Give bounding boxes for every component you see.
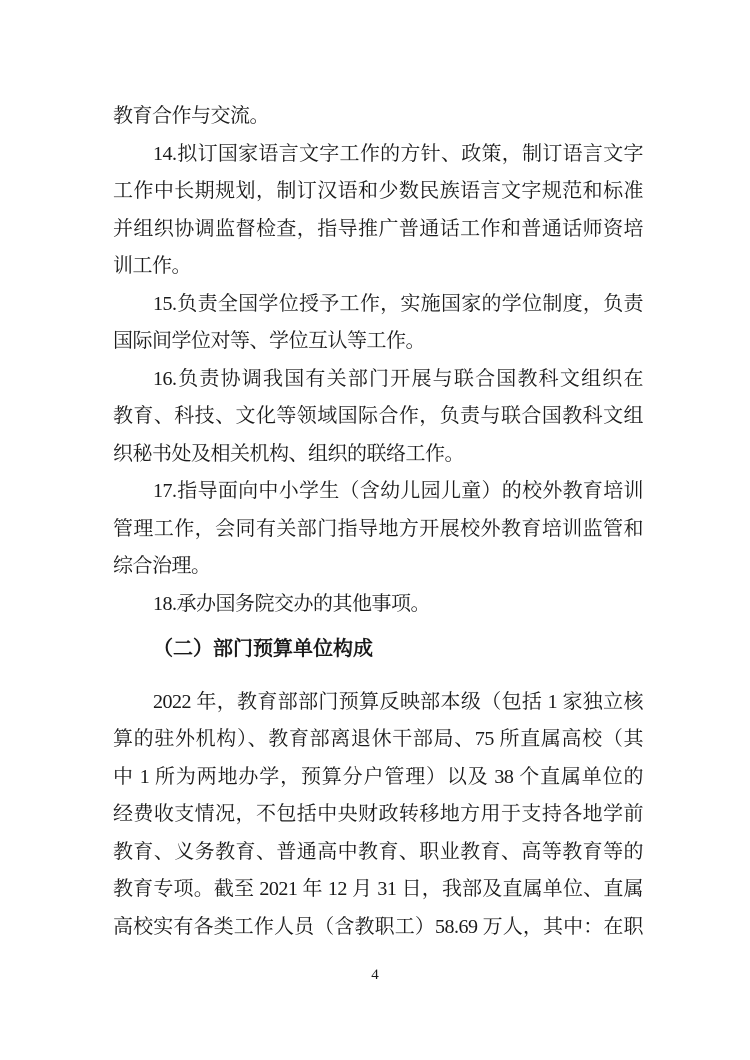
text-line: 教育、义务教育、普通高中教育、职业教育、高等教育等的 [113, 840, 643, 863]
text-line: 综合治理。 [113, 555, 211, 577]
paragraph [113, 286, 643, 361]
text-line: 教育专项。截至 2021 年 12 月 31 日，我部及直属单位、直属 [113, 878, 643, 900]
text-line: 16.负责协调我国有关部门开展与联合国教科文组织在 [153, 367, 643, 390]
text-line: 并组织协调监督检查，指导推广普通话工作和普通话师资培 [113, 217, 643, 240]
paragraph [113, 98, 643, 136]
document-body [113, 98, 643, 946]
text-line: 训工作。 [113, 255, 191, 277]
paragraph [113, 684, 643, 947]
text-line: （二）部门预算单位构成 [153, 638, 373, 660]
text-line: 15.负责全国学位授予工作，实施国家的学位制度，负责 [153, 292, 643, 315]
text-line: 管理工作，会同有关部门指导地方开展校外教育培训监管和 [113, 517, 643, 540]
text-line: 工作中长期规划，制订汉语和少数民族语言文字规范和标准 [113, 180, 643, 202]
text-line: 17.指导面向中小学生（含幼儿园儿童）的校外教育培训 [153, 480, 643, 502]
text-line: 教育合作与交流。 [113, 105, 269, 127]
text-line: 国际间学位对等、学位互认等工作。 [113, 330, 425, 352]
paragraph [113, 136, 643, 286]
paragraph [113, 473, 643, 586]
text-line: 18.承办国务院交办的其他事项。 [153, 592, 430, 615]
text-line: 中 1 所为两地办学，预算分户管理）以及 38 个直属单位的 [113, 765, 643, 788]
text-line: 14.拟订国家语言文字工作的方针、政策，制订语言文字 [153, 142, 643, 165]
text-line: 织秘书处及相关机构、组织的联络工作。 [113, 442, 464, 465]
paragraph [113, 586, 643, 624]
section-heading [113, 631, 643, 669]
text-line: 教育、科技、文化等领域国际合作，负责与联合国教科文组 [113, 405, 643, 427]
text-line: 经费收支情况，不包括中央财政转移地方用于支持各地学前 [113, 803, 643, 825]
paragraph [113, 361, 643, 474]
text-line: 2022 年，教育部部门预算反映部本级（包括 1 家独立核 [153, 690, 643, 713]
text-line: 算的驻外机构）、教育部离退休干部局、75 所直属高校（其 [113, 728, 643, 750]
page-number: 4 [371, 967, 379, 983]
page-footer [0, 966, 750, 984]
text-line: 高校实有各类工作人员（含教职工）58.69 万人，其中：在职 [113, 915, 643, 938]
